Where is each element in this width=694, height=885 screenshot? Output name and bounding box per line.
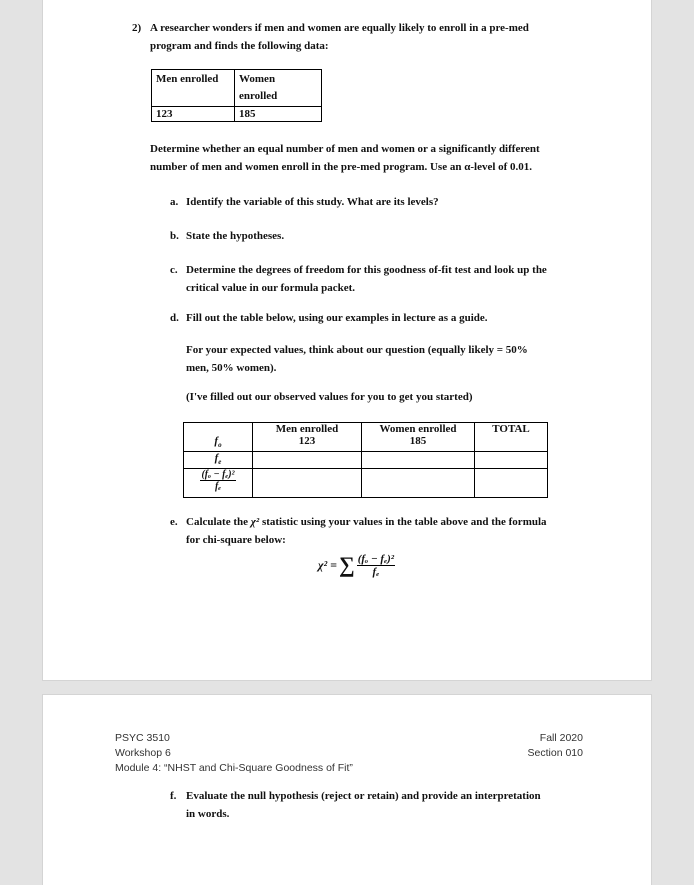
part-d-note-1-line-2: men, 50% women). (186, 362, 277, 374)
part-b-text: State the hypotheses. (186, 230, 285, 242)
fit-table-cell-fe-total[interactable] (475, 452, 548, 469)
goodness-of-fit-table (183, 422, 548, 498)
part-d-text: Fill out the table below, using our examples in lecture as a guide. (186, 312, 488, 324)
header-section: Section 010 (527, 747, 583, 759)
data-table-header-men: Men enrolled (152, 70, 235, 107)
part-b-label: b. (170, 230, 179, 242)
part-a-label: a. (170, 196, 179, 208)
fit-table-cell-fe-women[interactable] (362, 452, 475, 469)
part-a-text: Identify the variable of this study. What are its levels? (186, 196, 439, 208)
part-f-label: f. (170, 790, 177, 802)
task-line-1: Determine whether an equal number of men and women or a significantly different (150, 143, 540, 155)
part-e-label: e. (170, 516, 178, 528)
task-line-2: number of men and women enroll in the pre-med program. Use an α-level of 0.01. (150, 161, 533, 173)
question-intro-line-1: A researcher wonders if men and women are equally likely to enroll in a pre-med (150, 22, 529, 34)
fit-table-row-chi-label: $\frac{\text{(fₒ − fₑ)²}}{\text{fₑ}}$ (184, 469, 253, 498)
part-f-line-1: Evaluate the null hypothesis (reject or retain) and provide an interpretation (186, 790, 541, 802)
part-e-line-2: for chi-square below: (186, 534, 286, 546)
part-f-line-2: in words. (186, 808, 230, 820)
part-c-line-2: critical value in our formula packet. (186, 282, 356, 294)
question-number: 2) (132, 22, 142, 34)
part-d-note-2: (I've filled out our observed values for you to get you started) (186, 391, 473, 403)
fit-table-header-men: Men enrolled 123 (253, 423, 362, 452)
fit-table-header-total: TOTAL (475, 423, 548, 452)
header-module: Module 4: “NHST and Chi-Square Goodness of Fit” (115, 762, 353, 774)
part-c-line-1: Determine the degrees of freedom for this goodness of-fit test and look up the (186, 264, 547, 276)
part-e-line-1: Calculate the χ² statistic using your values in the table above and the formula (186, 516, 547, 528)
fit-table-row-fe-label: $f_e$ (184, 452, 253, 469)
data-table-header-women: Women enrolled (235, 70, 322, 107)
fit-table-row-fo-label: $f_o$ (214, 435, 222, 450)
part-c-label: c. (170, 264, 178, 276)
worksheet-page-1 (43, 0, 651, 680)
data-table (151, 69, 322, 122)
fit-table-corner (184, 423, 253, 452)
chi-square-formula: χ² = ∑ $\frac{\text{(fₒ − fₑ)²}}{\text{fₑ}}$ (318, 552, 395, 578)
data-table-value-women: 185 (235, 107, 322, 122)
data-table-value-men: 123 (152, 107, 235, 122)
fit-table-header-women: Women enrolled 185 (362, 423, 475, 452)
fit-table-cell-chi-total[interactable] (475, 469, 548, 498)
part-d-note-1-line-1: For your expected values, think about our question (equally likely = 50% (186, 344, 528, 356)
question-intro-line-2: program and finds the following data: (150, 40, 329, 52)
fit-table-cell-chi-women[interactable] (362, 469, 475, 498)
header-workshop: Workshop 6 (115, 747, 171, 759)
header-course: PSYC 3510 (115, 732, 170, 744)
header-term: Fall 2020 (539, 732, 583, 744)
fit-table-cell-fe-men[interactable] (253, 452, 362, 469)
worksheet-page-2 (43, 695, 651, 885)
part-d-label: d. (170, 312, 179, 324)
fit-table-cell-chi-men[interactable] (253, 469, 362, 498)
